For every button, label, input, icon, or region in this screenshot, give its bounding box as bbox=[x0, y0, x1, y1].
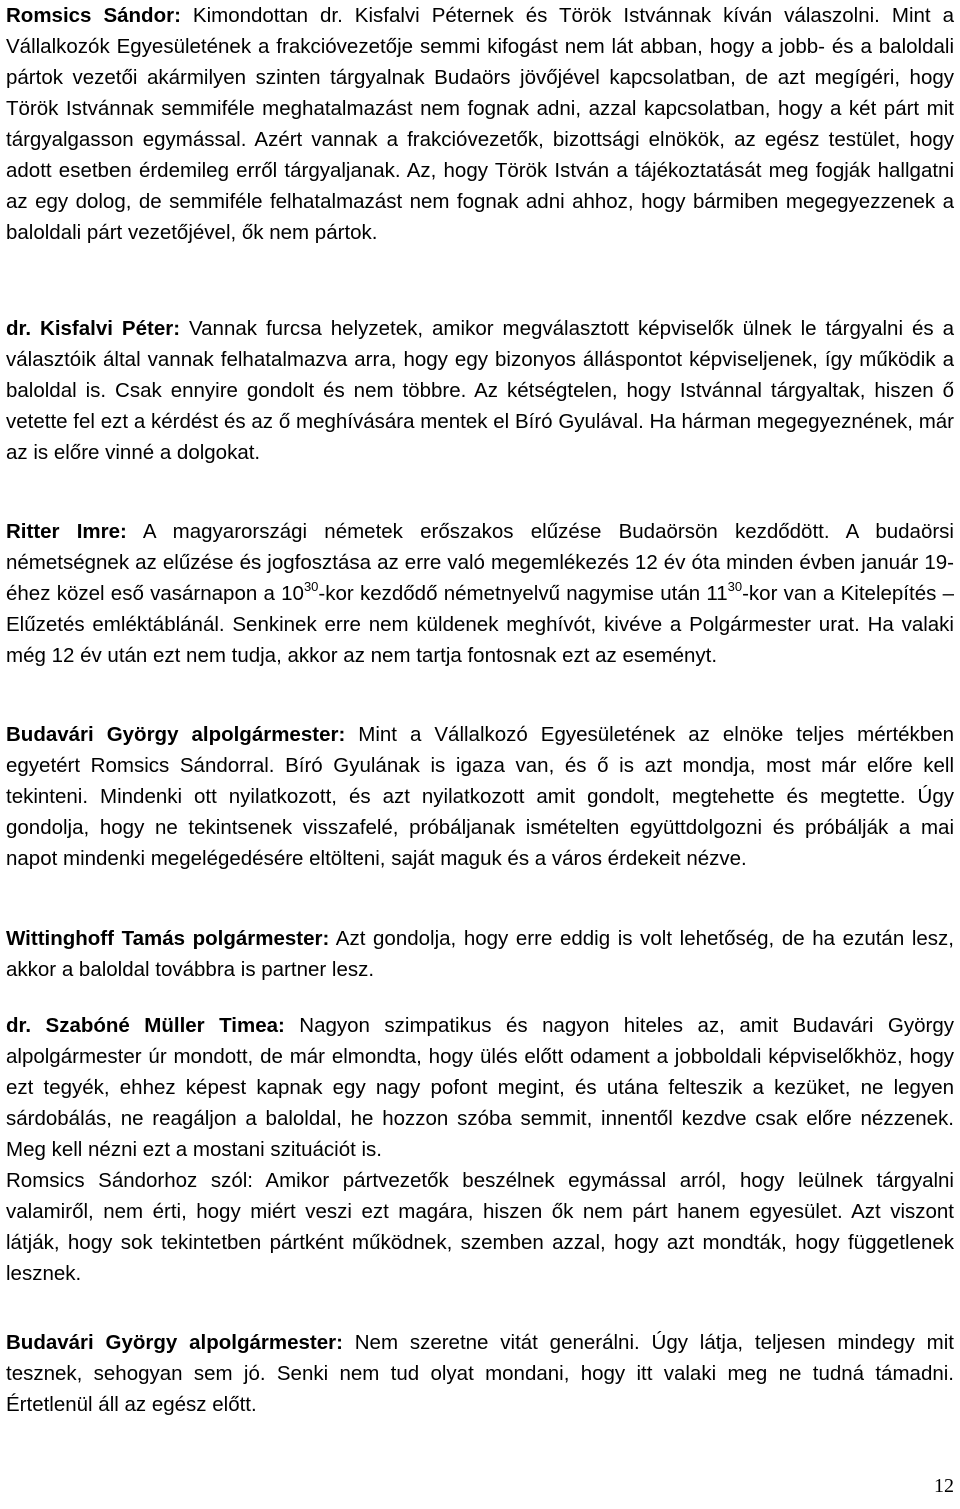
paragraph-wittinghoff bbox=[6, 923, 954, 985]
paragraph-text: Vannak furcsa helyzetek, amikor megválasztott képviselők ülnek le tárgyalni és a választóik által vannak felhatalmazva arra, hogy egy bizonyos álláspontot képviseljenek, így működik a baloldal is. Csak ennyire gondolt és nem többre. Az kétségtelen, hogy Istvánnal tárgyaltak, hiszen ő vetette fel ezt a kérdést és az ő meghívására mentek el Bíró Gyulával. Ha hárman megegyeznének, már az is előre vinné a dolgokat. bbox=[6, 317, 954, 464]
paragraph-szabone bbox=[6, 1010, 954, 1289]
speaker-name: Ritter Imre: bbox=[6, 520, 127, 543]
speaker-name: Budavári György alpolgármester: bbox=[6, 1331, 343, 1354]
paragraph-text: A magyarországi németek erőszakos elűzése Budaörsön kezdődött. A budaörsi németségnek az elűzése és jogfosztása az erre való megemlékezés 12 év óta minden évben január 19-éhez közel eső vasárnapon a 10 bbox=[6, 520, 954, 605]
paragraph-text: -kor van a Kitelepítés – Elűzetés emléktáblánál. Senkinek erre nem küldenek meghívót, kivéve a Polgármester urat. Ha valaki még 12 év után ezt nem tudja, akkor az nem tartja fontosnak ezt az eseményt. bbox=[6, 582, 954, 667]
page-number: 12 bbox=[934, 1475, 954, 1497]
speaker-name: Romsics Sándor: bbox=[6, 4, 181, 27]
paragraph-text: Kimondottan dr. Kisfalvi Péternek és Török Istvánnak kíván válaszolni. Mint a Vállalkozók Egyesületének a frakcióvezetője semmi kifogást nem lát abban, hogy a jobb- és a baloldali pártok vezetői akármilyen szinten tárgyalnak Budaörs jövőjével kapcsolatban, de azt megígéri, hogy Török Istvánnak semmiféle meghatalmazást nem fognak adni, azzal kapcsolatban, hogy a két párt mit tárgyalgasson egymással. Azért vannak a frakcióvezetők, bizottsági elnökök, az egész testület, hogy adott esetben érdemileg erről tárgyaljanak. Az, hogy Török István a tájékoztatását meg fogják hallgatni az egy dolog, de semmiféle felhatalmazást nem fognak adni ahhoz, hogy bármiben megegyezzenek a baloldali párt vezetőjével, ők nem pártok. bbox=[6, 4, 954, 244]
time-superscript: 30 bbox=[303, 579, 319, 594]
paragraph-text: Mint a Vállalkozó Egyesületének az elnöke teljes mértékben egyetért Romsics Sándorral. Bíró Gyulának is igaza van, és ő is azt mondja, most már előre kell tekinteni. Mindenki ott nyilatkozott, és azt nyilatkozott amit gondolt, megtehette és megtette. Úgy gondolja, hogy ne tekintsenek visszafelé, próbáljanak ismételten együttdolgozni és próbálják a mai napot mindenki megelégedésére eltölteni, saját maguk és a város érdekeit nézve. bbox=[6, 723, 955, 870]
time-superscript: 30 bbox=[727, 579, 743, 594]
speaker-name: Wittinghoff Tamás polgármester: bbox=[6, 927, 330, 950]
paragraph-budavari-2 bbox=[6, 1327, 954, 1420]
paragraph-text: Nagyon szimpatikus és nagyon hiteles az, amit Budavári György alpolgármester úr mondott, de már elmondta, hogy ülés előtt odament a jobboldali képviselőkhöz, hogy ezt tegyék, ehhez képest kapnak egy nagy pofont megint, és utána felteszik a kezüket, ne legyen sárdobálás, ne reagáljon a baloldal, he hozzon szóba semmit, innentől kezdve csak előre nézzenek. Meg kell nézni ezt a mostani szituációt is. bbox=[6, 1014, 954, 1161]
paragraph-kisfalvi bbox=[6, 313, 954, 468]
paragraph-text: Azt gondolja, hogy erre eddig is volt lehetőség, de ha ezután lesz, akkor a baloldal továbbra is partner lesz. bbox=[6, 927, 954, 981]
speaker-name: Budavári György alpolgármester: bbox=[6, 723, 346, 746]
paragraph-text: Nem szeretne vitát generálni. Úgy látja, teljesen mindegy mit tesznek, sehogyan sem jó. Senki nem tud olyat mondani, hogy itt valaki meg ne tudná támadni. Értetlenül áll az egész előtt. bbox=[6, 1331, 954, 1416]
speaker-name: dr. Kisfalvi Péter: bbox=[6, 317, 181, 340]
paragraph-ritter bbox=[6, 516, 954, 671]
paragraph-romsics bbox=[6, 0, 954, 248]
paragraph-budavari bbox=[6, 719, 954, 874]
paragraph-text: -kor kezdődő németnyelvű nagymise után 11 bbox=[318, 582, 728, 605]
paragraph-continuation: Romsics Sándorhoz szól: Amikor pártvezetők beszélnek egymással arról, hogy leülnek tárgyalni valamiről, nem érti, hogy miért veszi ezt magára, hiszen ők nem párt hanem egyesület. Azt viszont látják, hogy sok tekintetben pártként működnek, szemben azzal, hogy azt mondták, hogy függetlenek lesznek. bbox=[6, 1169, 954, 1285]
speaker-name: dr. Szabóné Müller Timea: bbox=[6, 1014, 285, 1037]
